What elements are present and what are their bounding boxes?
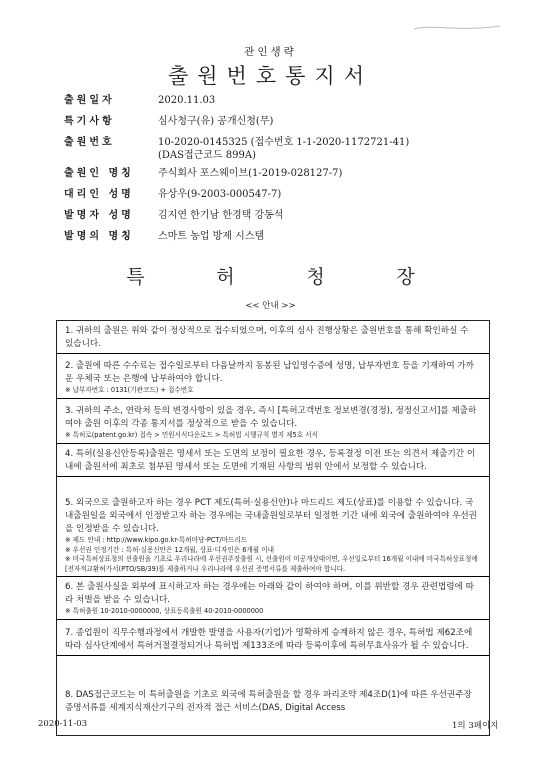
info-label: 발명의 명칭 [64,231,134,242]
guide-item-4 [65,448,479,479]
guide-item-note: ※ 제도 안내 : http://www.kipo.go.kr-특허마당-PCT/마드리드 [65,536,248,544]
divider [57,353,489,354]
guide-item-1 [65,325,479,356]
guide-item-2 [65,360,479,401]
info-label: 대리인 성명 [64,189,134,200]
guide-item-3 [65,405,479,446]
guide-item-note: ※ 납부자번호 : 0131(기관코드) + 접수번호 [65,386,194,394]
divider [57,443,489,444]
guide-item-note: ※ 특허출원 10-2010-0000000, 상표등록출원 40-2010-0000000 [65,607,264,615]
guide-item-text: 1. 귀하의 출원은 위와 같이 정상적으로 접수되었으며, 이후의 심사 진행상황은 출원번호를 통해 확인하실 수 있습니다. [65,326,469,349]
divider [57,655,489,656]
info-label: 발명자 성명 [64,210,134,221]
guide-heading: << 안내 >> [245,301,296,311]
guide-item-text: 5. 외국으로 출원하고자 하는 경우 PCT 제도(특허·실용신안)나 마드리드 제도(상표)를 이용할 수 있습니다. 국내출원일을 외국에서 인정받고자 하는 경우에는 국내출원일로부터 일정한 기간 내에 외국에 출원하여야 우선권을 인정받을 수 있습니다. [65,498,477,534]
guide-box [56,320,490,736]
guide-item-text: 6. 본 출원사실을 외부에 표시하고자 하는 경우에는 아래와 같이 하여야 하며, 이를 위반할 경우 관련법령에 따라 처벌을 받을 수 있습니다. [65,582,474,605]
info-value: 유상우(9-2003-000547-7) [158,189,282,200]
scan-mark [412,20,502,36]
info-label: 특기사항 [64,116,115,127]
info-value: 주식회사 포스웨이브(1-2019-028127-7) [158,168,343,179]
guide-item-8 [65,689,479,715]
divider [57,576,489,577]
guide-item-text: 2. 출원에 따른 수수료는 접수일로부터 다음날까지 동봉된 납입영수증에 성명, 납부자번호 등을 기재하여 가까운 우체국 또는 은행에 납부하여야 합니다. [65,361,474,384]
issuer-char: 장 [396,266,415,288]
issuer-char: 허 [216,266,235,288]
info-label: 출원일자 [64,95,115,106]
info-value: (DAS접근코드 899A) [158,150,257,161]
info-value: 심사청구(유) 공개신청(무) [158,116,274,127]
guide-item-6 [65,581,479,622]
guide-item-text: 8. DAS접근코드는 이 특허출원을 기초로 외국에 특허출원을 할 경우 파리조약 제4조D(1)에 따른 우선권주장 증명서류를 세계지식재산기구의 전자적 접근 서비스(DAS, Digital Access [65,690,472,713]
divider [57,619,489,620]
info-value: 스마트 농업 방제 시스템 [158,231,265,242]
document-title: 출원번호통지서 [167,64,373,88]
footer-page-number: 1의 3페이지 [452,721,499,731]
issuer-title [0,262,541,289]
info-value: 김지연 한기남 한경택 강동석 [158,210,284,221]
seal-omitted-label: 관인생략 [244,46,297,58]
divider [57,476,489,477]
info-label: 출원인 명칭 [64,168,134,179]
guide-item-note: ※ 미국특허상표청의 선출원을 기초로 우리나라에 우선권주장출원 시, 선출원이 미공개상태이면, 우선일로부터 16개월 이내에 미국특허상표청에 [전자적교환허가서(PTO/SB/39)를 제출하거나 우리나라에 우선권 증명서류를 제출하여야 합니다. [65,555,478,573]
guide-item-note: ※ 특허로(patent.go.kr) 접속 > 민원서식다운로드 > 특허법 시행규칙 별지 제5호 서식 [65,431,318,439]
issuer-char: 특 [126,266,145,288]
info-value: 10-2020-0145325 (접수번호 1-1-2020-1172721-41) [158,137,410,148]
guide-item-5 [65,497,479,579]
issuer-char: 청 [306,266,325,288]
guide-item-text: 3. 귀하의 주소, 연락처 등의 변경사항이 있을 경우, 즉시 [특허고객번호 정보변경(경정), 정정신고서]를 제출하여야 출원 이후의 각종 통지서를 정상적으로 받을 수 있습니다. [65,406,477,429]
info-label: 출원번호 [64,137,115,148]
divider [57,398,489,399]
guide-item-text: 4. 특허(실용신안등록)출원은 명세서 또는 도면의 보정이 필요한 경우, 등록결정 이전 또는 의견서 제출기간 이내에 출원서에 최초로 첨부된 명세서 또는 도면에 기재된 사항의 범위 안에서 보정할 수 있습니다. [65,449,476,472]
guide-item-7 [65,627,479,658]
info-value: 2020.11.03 [158,95,216,106]
footer-date: 2020-11-03 [38,719,88,729]
guide-item-text: 7. 종업원이 직무수행과정에서 개발한 발명을 사용자(기업)가 명확하게 승계하지 않은 경우, 특허법 제62조에 따라 심사단계에서 특허거절결정되거나 특허법 제133조에 따라 등록이후에 특허무효사유가 될 수 있습니다. [65,628,473,651]
guide-item-note: ※ 우선권 인정기간 : 특허·실용신안은 12개월, 상표·디자인은 6개월 이내 [65,545,274,554]
